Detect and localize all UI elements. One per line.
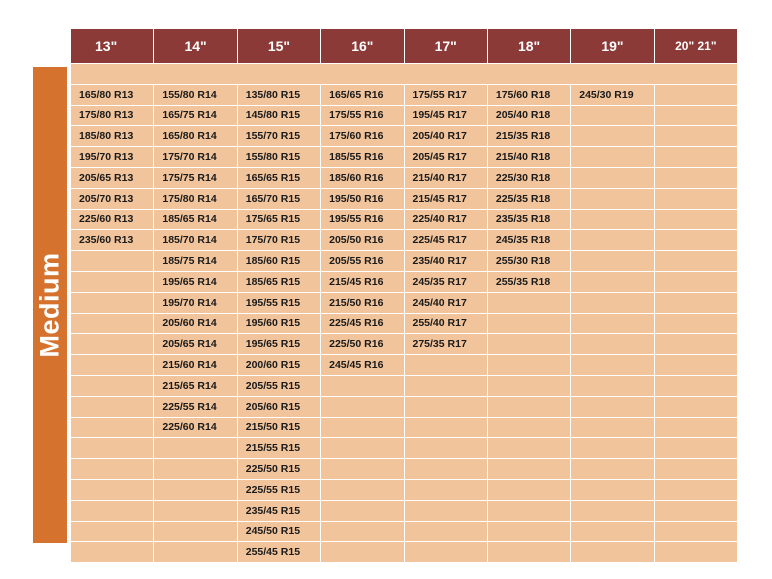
tire-size-cell: 195/65 R14 [154, 272, 236, 292]
table-row [71, 397, 737, 417]
tire-size-cell [488, 293, 570, 313]
tire-size-cell: 215/65 R14 [154, 376, 236, 396]
tire-size-cell: 175/70 R15 [238, 230, 320, 250]
tire-size-cell: 235/45 R15 [238, 501, 320, 521]
tire-size-cell [571, 480, 653, 500]
tire-size-cell [655, 542, 737, 562]
tire-size-cell: 195/60 R15 [238, 314, 320, 334]
tire-size-cell [321, 438, 403, 458]
tire-size-cell [71, 355, 153, 375]
tire-size-cell: 255/35 R18 [488, 272, 570, 292]
tire-size-cell [321, 480, 403, 500]
table-row [71, 355, 737, 375]
column-header: 18" [488, 29, 570, 63]
tire-size-cell [655, 272, 737, 292]
tire-size-cell: 175/65 R15 [238, 210, 320, 230]
tire-size-cell [71, 542, 153, 562]
tire-size-cell [655, 314, 737, 334]
tire-size-cell: 215/50 R16 [321, 293, 403, 313]
table-row [71, 189, 737, 209]
tire-size-cell: 255/30 R18 [488, 251, 570, 271]
tire-size-cell [655, 418, 737, 438]
tire-size-cell [571, 355, 653, 375]
tire-size-cell: 185/60 R15 [238, 251, 320, 271]
tire-size-cell [571, 106, 653, 126]
tire-size-cell: 215/40 R18 [488, 147, 570, 167]
tire-size-cell: 205/55 R15 [238, 376, 320, 396]
tire-size-cell: 225/50 R16 [321, 334, 403, 354]
tire-size-cell: 215/35 R18 [488, 126, 570, 146]
tire-size-cell [321, 397, 403, 417]
tire-size-cell: 195/55 R15 [238, 293, 320, 313]
table-row [71, 251, 737, 271]
tire-size-cell: 215/45 R16 [321, 272, 403, 292]
tire-size-cell [405, 459, 487, 479]
tire-size-cell: 255/45 R15 [238, 542, 320, 562]
tire-size-cell [655, 397, 737, 417]
tire-size-cell: 205/60 R15 [238, 397, 320, 417]
table-row [71, 438, 737, 458]
tire-size-cell: 165/65 R16 [321, 85, 403, 105]
tire-size-cell [321, 522, 403, 542]
tire-size-cell: 195/55 R16 [321, 210, 403, 230]
tire-size-cell: 195/65 R15 [238, 334, 320, 354]
tire-size-cell: 245/50 R15 [238, 522, 320, 542]
tire-size-cell [71, 293, 153, 313]
tire-size-cell [655, 438, 737, 458]
tire-size-cell [488, 480, 570, 500]
tire-size-cell: 235/35 R18 [488, 210, 570, 230]
tire-size-cell: 185/65 R15 [238, 272, 320, 292]
tire-size-cell [571, 168, 653, 188]
table-row [71, 522, 737, 542]
tire-size-cell [655, 147, 737, 167]
table-row [71, 106, 737, 126]
tire-size-cell [405, 542, 487, 562]
tire-size-cell [571, 397, 653, 417]
tire-size-cell: 155/70 R15 [238, 126, 320, 146]
tire-size-cell: 185/60 R16 [321, 168, 403, 188]
tire-size-cell [655, 85, 737, 105]
tire-size-cell [571, 126, 653, 146]
tire-size-cell [321, 418, 403, 438]
tire-size-cell [71, 501, 153, 521]
column-header: 20" 21" [655, 29, 737, 63]
tire-size-cell: 165/80 R14 [154, 126, 236, 146]
tire-size-cell: 135/80 R15 [238, 85, 320, 105]
tire-size-cell: 165/75 R14 [154, 106, 236, 126]
tire-size-cell: 205/55 R16 [321, 251, 403, 271]
tire-size-cell [405, 522, 487, 542]
tire-size-cell: 145/80 R15 [238, 106, 320, 126]
tire-size-cell [405, 397, 487, 417]
tire-size-cell [321, 501, 403, 521]
tire-size-cell [154, 480, 236, 500]
tire-size-cell: 205/70 R13 [71, 189, 153, 209]
tire-size-cell [571, 522, 653, 542]
tire-size-cell [488, 522, 570, 542]
tire-size-cell: 225/55 R15 [238, 480, 320, 500]
table-row [71, 126, 737, 146]
tire-size-cell [655, 126, 737, 146]
tire-size-cell: 225/60 R13 [71, 210, 153, 230]
tire-size-cell [405, 355, 487, 375]
tire-size-cell: 215/50 R15 [238, 418, 320, 438]
tire-size-cell [488, 418, 570, 438]
tire-size-cell [405, 438, 487, 458]
table-row [71, 459, 737, 479]
tire-size-cell [71, 314, 153, 334]
tire-size-cell [488, 334, 570, 354]
tire-size-cell [571, 147, 653, 167]
tire-size-cell: 175/55 R17 [405, 85, 487, 105]
tire-size-cell [71, 418, 153, 438]
tire-size-cell [655, 480, 737, 500]
tire-size-cell: 225/55 R14 [154, 397, 236, 417]
tire-size-cell [655, 522, 737, 542]
tire-size-cell: 185/55 R16 [321, 147, 403, 167]
tire-size-cell [655, 251, 737, 271]
tire-size-cell [571, 376, 653, 396]
tire-size-cell [321, 376, 403, 396]
tire-size-cell [655, 376, 737, 396]
tire-size-cell: 225/45 R16 [321, 314, 403, 334]
tire-size-cell [154, 542, 236, 562]
tire-size-cell [71, 459, 153, 479]
tire-size-cell [488, 542, 570, 562]
table-row [71, 168, 737, 188]
tire-size-cell [571, 272, 653, 292]
tire-size-cell: 195/50 R16 [321, 189, 403, 209]
tire-size-cell [571, 230, 653, 250]
tire-size-cell [571, 293, 653, 313]
tire-size-cell: 235/60 R13 [71, 230, 153, 250]
tire-size-cell [655, 501, 737, 521]
tire-size-cell: 195/70 R14 [154, 293, 236, 313]
tire-size-cell [655, 210, 737, 230]
tire-size-cell [405, 501, 487, 521]
table-row [71, 418, 737, 438]
tire-size-cell [71, 397, 153, 417]
table-row [71, 334, 737, 354]
tire-size-cell: 195/70 R13 [71, 147, 153, 167]
table-body [71, 85, 737, 562]
category-label: Medium [34, 252, 65, 358]
tire-size-cell [655, 106, 737, 126]
tire-size-cell [571, 542, 653, 562]
tire-size-cell [71, 376, 153, 396]
tire-size-cell [655, 189, 737, 209]
tire-size-cell [154, 501, 236, 521]
tire-size-cell: 245/35 R18 [488, 230, 570, 250]
tire-size-cell: 275/35 R17 [405, 334, 487, 354]
tire-size-cell [488, 376, 570, 396]
tire-size-cell: 165/70 R15 [238, 189, 320, 209]
tire-size-cell: 205/45 R17 [405, 147, 487, 167]
tire-size-cell: 165/80 R13 [71, 85, 153, 105]
tire-size-cell [154, 459, 236, 479]
tire-size-cell: 175/80 R14 [154, 189, 236, 209]
tire-size-cell: 175/55 R16 [321, 106, 403, 126]
tire-size-cell: 155/80 R14 [154, 85, 236, 105]
tire-size-cell: 225/30 R18 [488, 168, 570, 188]
tire-size-cell [571, 418, 653, 438]
tire-size-cell: 225/50 R15 [238, 459, 320, 479]
tire-size-cell [655, 293, 737, 313]
tire-size-cell [321, 459, 403, 479]
tire-size-cell: 175/60 R18 [488, 85, 570, 105]
table-row [71, 85, 737, 105]
tire-size-cell: 165/65 R15 [238, 168, 320, 188]
table-row [71, 293, 737, 313]
tire-size-cell [488, 501, 570, 521]
tire-size-cell: 185/75 R14 [154, 251, 236, 271]
tire-size-cell [71, 272, 153, 292]
tire-size-cell: 245/30 R19 [571, 85, 653, 105]
tire-size-cell: 155/80 R15 [238, 147, 320, 167]
category-sidebar [33, 67, 67, 543]
tire-size-cell [488, 355, 570, 375]
tire-size-cell: 225/35 R18 [488, 189, 570, 209]
tire-size-cell: 175/70 R14 [154, 147, 236, 167]
tire-size-cell [488, 314, 570, 334]
table-row [71, 542, 737, 562]
tire-size-cell [571, 314, 653, 334]
tire-size-cell: 185/80 R13 [71, 126, 153, 146]
tire-size-cell: 245/35 R17 [405, 272, 487, 292]
tire-size-cell [571, 189, 653, 209]
tire-size-cell: 215/45 R17 [405, 189, 487, 209]
header-row [71, 29, 737, 63]
tire-size-cell: 205/40 R17 [405, 126, 487, 146]
tire-size-cell: 225/45 R17 [405, 230, 487, 250]
tire-size-cell: 200/60 R15 [238, 355, 320, 375]
tire-size-cell: 175/60 R16 [321, 126, 403, 146]
tire-size-cell: 205/65 R14 [154, 334, 236, 354]
tire-size-cell: 175/80 R13 [71, 106, 153, 126]
tire-size-cell [154, 438, 236, 458]
table-row [71, 210, 737, 230]
tire-size-cell [571, 251, 653, 271]
tire-size-cell [321, 542, 403, 562]
table-row [71, 230, 737, 250]
table-row [71, 147, 737, 167]
table-row [71, 480, 737, 500]
tire-size-cell [655, 230, 737, 250]
tire-size-table [70, 28, 738, 563]
tire-size-cell: 205/60 R14 [154, 314, 236, 334]
tire-size-cell: 255/40 R17 [405, 314, 487, 334]
tire-size-cell: 185/70 R14 [154, 230, 236, 250]
tire-size-cell: 205/50 R16 [321, 230, 403, 250]
tire-size-cell [655, 459, 737, 479]
column-header: 17" [405, 29, 487, 63]
tire-size-cell [488, 397, 570, 417]
tire-size-cell [571, 459, 653, 479]
table-row [71, 376, 737, 396]
column-header: 13" [71, 29, 153, 63]
tire-size-cell: 235/40 R17 [405, 251, 487, 271]
column-header: 14" [154, 29, 236, 63]
tire-size-cell [405, 480, 487, 500]
tire-size-cell: 205/40 R18 [488, 106, 570, 126]
tire-size-cell [405, 418, 487, 438]
tire-size-cell: 175/75 R14 [154, 168, 236, 188]
tire-size-cell [71, 522, 153, 542]
tire-size-cell [488, 438, 570, 458]
tire-size-cell [655, 168, 737, 188]
tire-size-cell [571, 438, 653, 458]
tire-size-cell [71, 334, 153, 354]
table-row [71, 272, 737, 292]
tire-size-cell: 245/45 R16 [321, 355, 403, 375]
tire-size-cell [571, 501, 653, 521]
tire-size-cell [571, 334, 653, 354]
tire-size-cell [488, 459, 570, 479]
tire-size-cell: 225/40 R17 [405, 210, 487, 230]
tire-size-cell: 215/55 R15 [238, 438, 320, 458]
column-header: 16" [321, 29, 403, 63]
tire-size-cell: 245/40 R17 [405, 293, 487, 313]
tire-size-cell [71, 438, 153, 458]
tire-size-cell [405, 376, 487, 396]
column-header: 15" [238, 29, 320, 63]
tire-size-cell: 195/45 R17 [405, 106, 487, 126]
tire-size-cell [655, 334, 737, 354]
table-row [71, 501, 737, 521]
column-header: 19" [571, 29, 653, 63]
tire-size-cell [154, 522, 236, 542]
tire-size-cell: 205/65 R13 [71, 168, 153, 188]
tire-size-cell [655, 355, 737, 375]
tire-size-cell: 225/60 R14 [154, 418, 236, 438]
table-row [71, 314, 737, 334]
tire-size-cell [571, 210, 653, 230]
tire-size-cell [71, 480, 153, 500]
tire-size-cell [71, 251, 153, 271]
tire-size-cell: 215/40 R17 [405, 168, 487, 188]
tire-size-cell: 215/60 R14 [154, 355, 236, 375]
tire-size-cell: 185/65 R14 [154, 210, 236, 230]
